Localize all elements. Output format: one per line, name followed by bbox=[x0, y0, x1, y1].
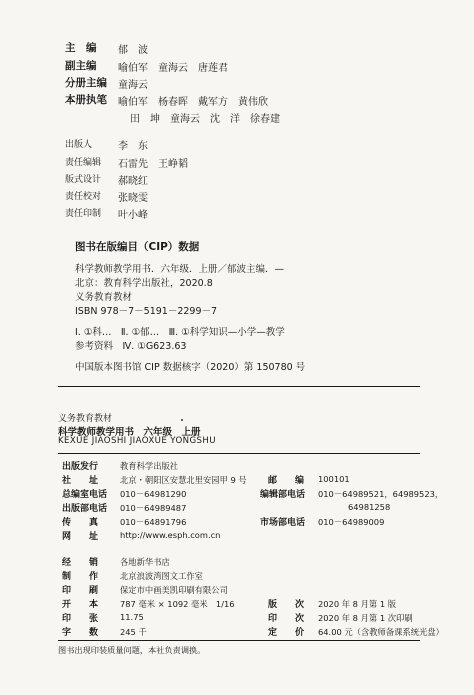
editor-value: 童海云 bbox=[118, 80, 148, 91]
editor-label: 主 编 bbox=[65, 42, 97, 54]
editor-label: 分册主编 bbox=[65, 77, 107, 89]
print-label: 版 次 bbox=[268, 600, 305, 610]
editor-value: 田 坤 童海云 沈 洋 徐春建 bbox=[130, 114, 280, 125]
book-series: 义务教育教材 bbox=[58, 414, 113, 424]
pub-label: 总编室电话 bbox=[62, 490, 108, 500]
cip-line: 北京：教育科学出版社，2020.8 bbox=[75, 278, 213, 289]
print-value: 245 千 bbox=[120, 627, 147, 637]
print-label: 印 刷 bbox=[62, 586, 99, 596]
staff-value: 郝晓红 bbox=[118, 176, 148, 187]
pub-value: 010－64989009 bbox=[318, 517, 385, 527]
pub-label: 编辑部电话 bbox=[260, 490, 306, 500]
decorative-dot bbox=[181, 419, 183, 421]
print-value: 北京浪波湾图文工作室 bbox=[120, 571, 203, 581]
staff-value: 李 东 bbox=[118, 141, 148, 152]
cip-heading: 图书在版编目（CIP）数据 bbox=[75, 241, 200, 253]
divider bbox=[58, 640, 420, 641]
pub-value: 100101 bbox=[318, 474, 350, 484]
pub-value: 010－64989487 bbox=[120, 503, 187, 513]
print-value: 787 毫米 × 1092 毫米 1/16 bbox=[120, 599, 235, 609]
cip-line: 义务教育教材 bbox=[75, 292, 133, 303]
print-value: 保定市中画美凯印刷有限公司 bbox=[120, 585, 228, 595]
pub-label: 市场部电话 bbox=[260, 518, 306, 528]
pub-label: 邮 编 bbox=[268, 476, 305, 486]
editor-label: 本册执笔 bbox=[65, 94, 107, 106]
pub-label: 社 址 bbox=[62, 476, 99, 486]
cip-line: Ⅰ. ①科… Ⅱ. ①郁… Ⅲ. ①科学知识—小学—教学 bbox=[75, 327, 285, 338]
pub-value: http://www.esph.com.cn bbox=[120, 530, 221, 540]
pub-label: 网 址 bbox=[62, 532, 99, 542]
book-title: 科学教师教学用书 六年级 上册 bbox=[58, 427, 201, 438]
pub-label: 传 真 bbox=[62, 518, 99, 528]
cip-record: 中国版本图书馆 CIP 数据核字（2020）第 150780 号 bbox=[75, 362, 306, 373]
divider bbox=[58, 453, 420, 454]
editor-value: 郁 波 bbox=[118, 45, 148, 56]
pub-value: 教育科学出版社 bbox=[120, 461, 179, 471]
print-label: 印 次 bbox=[268, 614, 305, 624]
pub-value: 010－64981290 bbox=[120, 489, 187, 499]
staff-label: 责任编辑 bbox=[65, 158, 102, 168]
pub-label: 出版部电话 bbox=[62, 504, 108, 514]
print-label: 字 数 bbox=[62, 628, 99, 638]
editor-value: 喻伯军 童海云 唐莲君 bbox=[118, 63, 228, 74]
staff-label: 出版人 bbox=[65, 140, 93, 150]
pub-value: 010－64989521，64989523， bbox=[318, 489, 444, 499]
cip-line: 参考资料 Ⅳ. ①G623.63 bbox=[75, 341, 187, 352]
print-value: 64.00 元（含教师备课系统光盘） bbox=[318, 627, 444, 637]
pub-value: 010－64891796 bbox=[120, 517, 187, 527]
staff-value: 叶小峰 bbox=[118, 210, 148, 221]
footer-note: 图书出现印装质量问题，本社负责调换。 bbox=[58, 645, 206, 655]
print-value: 11.75 bbox=[120, 612, 144, 622]
print-label: 制 作 bbox=[62, 572, 99, 582]
pub-label: 出版发行 bbox=[62, 462, 99, 472]
print-label: 开 本 bbox=[62, 600, 99, 610]
print-value: 2020 年 8 月第 1 版 bbox=[318, 599, 397, 609]
print-label: 经 销 bbox=[62, 558, 99, 568]
print-label: 定 价 bbox=[268, 628, 305, 638]
staff-label: 责任印制 bbox=[65, 209, 102, 219]
book-pinyin: KEXUE JIAOSHI JIAOXUE YONGSHU bbox=[58, 436, 216, 446]
print-label: 印 张 bbox=[62, 614, 99, 624]
divider bbox=[58, 386, 420, 387]
print-value: 各地新华书店 bbox=[120, 557, 170, 567]
cip-line: 科学教师教学用书．六年级．上册／郁波主编．— bbox=[75, 264, 285, 275]
cip-line: ISBN 978－7－5191－2299－7 bbox=[75, 306, 218, 317]
print-value: 2020 年 8 月第 1 次印刷 bbox=[318, 613, 413, 623]
pub-value: 北京・朝阳区安慧北里安园甲 9 号 bbox=[120, 475, 247, 485]
staff-label: 版式设计 bbox=[65, 175, 102, 185]
staff-value: 张晓雯 bbox=[118, 193, 148, 204]
editor-value: 喻伯军 杨春晖 戴军方 黄伟欣 bbox=[118, 97, 268, 108]
staff-label: 责任校对 bbox=[65, 192, 102, 202]
pub-value: 64981258 bbox=[348, 502, 391, 512]
staff-value: 石雷先 王峥韬 bbox=[118, 159, 188, 170]
editor-label: 副主编 bbox=[65, 60, 97, 72]
